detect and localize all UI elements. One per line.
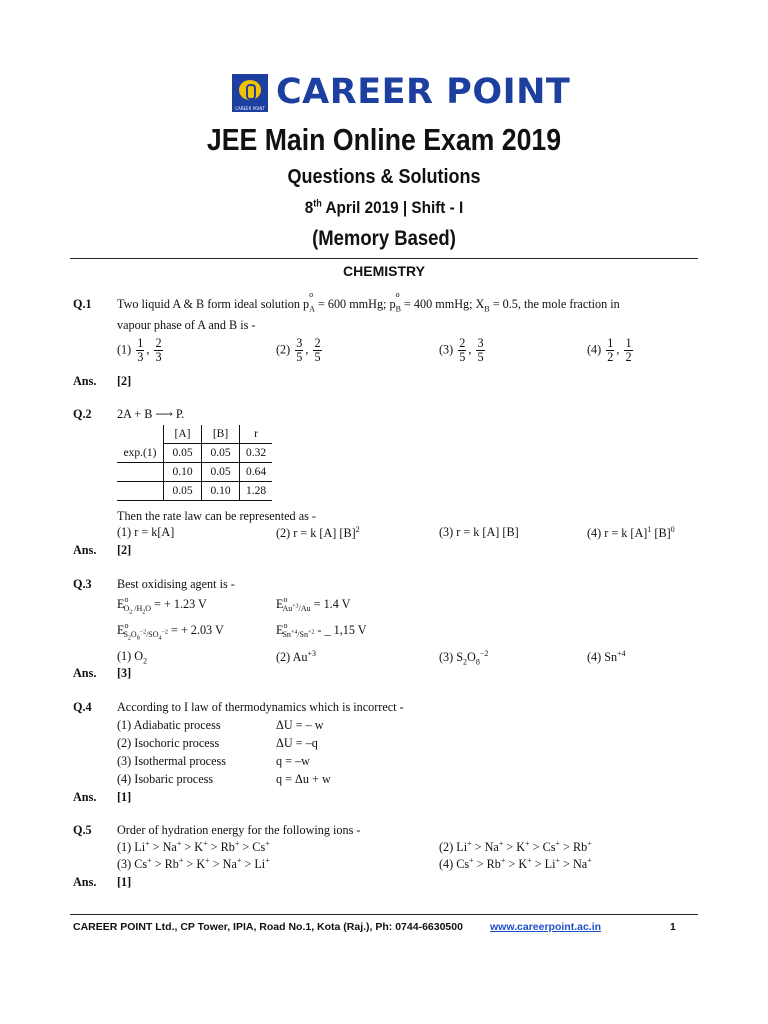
question-number: Q.2 xyxy=(73,407,92,421)
question-text: Best oxidising agent is - xyxy=(117,577,235,591)
rate-data-table: [A] [B] r exp.(1) 0.05 0.05 0.32 0.10 0.05 0.64 0.05 0.10 1.28 xyxy=(117,425,272,501)
option-3: (3) r = k [A] [B] xyxy=(439,525,519,539)
option-4: (4) $\frac{1}{2}$ , $\frac{1}{2}$ xyxy=(587,336,632,364)
option-1: (1) Li+ > Na+ > K+ > Rb+ > Cs+ xyxy=(117,839,270,855)
logo-wordmark: CAREER POINT xyxy=(276,72,571,112)
option-4-formula: q = Δu + w xyxy=(276,772,331,786)
subject-heading: CHEMISTRY xyxy=(343,263,425,279)
question-text: According to I law of thermodynamics which is incorrect - xyxy=(117,700,404,714)
option-3: (3) $\frac{2}{5}$ , $\frac{3}{5}$ xyxy=(439,336,484,364)
reaction-text: 2A + B ⟶ P. xyxy=(117,407,185,421)
option-2: (2) r = k [A] $[B]^2$ xyxy=(276,525,360,541)
option-1: (1) $O_2$ xyxy=(117,649,148,666)
option-1: (1) $\frac{1}{3}$ , $\frac{2}{3}$ xyxy=(117,336,162,364)
footer-address: CAREER POINT Ltd., CP Tower, IPIA, Road No.1, Kota (Raj.), Ph: 0744-6630500 xyxy=(73,921,463,933)
potential-sn: $E^o_{Sn^{+4}/Sn^{+2}}$ - _ 1,15 V xyxy=(276,621,367,640)
option-3: (3) Cs+ > Rb+ > K+ > Na+ > Li+ xyxy=(117,856,270,872)
option-1-formula: ΔU = – w xyxy=(276,718,324,732)
option-1: (1) r = k[A] xyxy=(117,525,175,539)
answer-value: [1] xyxy=(117,875,132,889)
answer-value: [2] xyxy=(117,374,132,388)
logo-seal-icon: CAREER POINT xyxy=(232,74,268,112)
answer-value: [2] xyxy=(117,543,132,557)
question-text: Two liquid A & B form ideal solution p o $_A$ = 600 mmHg; p o $_B$ = 400 mmHg; $X_B = 0.5$, the mole fraction in xyxy=(117,290,620,314)
answer-value: [1] xyxy=(117,790,132,804)
answer-label: Ans. xyxy=(73,875,97,889)
page-title: JEE Main Online Exam 2019 xyxy=(206,122,562,157)
memory-based-label: (Memory Based) xyxy=(312,227,456,250)
potential-au: $E^o_{Au^{+3}/Au} = 1.4$ V xyxy=(276,595,351,614)
question-number: Q.1 xyxy=(73,297,92,311)
option-4: (4) Cs+ > Rb+ > K+ > Li+ > Na+ xyxy=(439,856,592,872)
option-2: (2) $\frac{3}{5}$ , $\frac{2}{5}$ xyxy=(276,336,321,364)
option-4: (4) r = k $[A]^1$ $[B]^0$ xyxy=(587,525,675,541)
footer-website-link[interactable]: www.careerpoint.ac.in xyxy=(490,921,602,933)
option-2: (2) $Au^{+3}$ xyxy=(276,649,316,665)
option-1: (1) Adiabatic process xyxy=(117,718,221,732)
option-3: (3) Isothermal process xyxy=(117,754,226,768)
option-2-formula: ΔU = –q xyxy=(276,736,318,750)
question-text: vapour phase of A and B is - xyxy=(117,318,256,332)
page-number: 1 xyxy=(670,921,676,933)
question-number: Q.3 xyxy=(73,577,92,591)
career-point-logo xyxy=(232,72,571,114)
exam-date: 8th April 2019 | Shift - I xyxy=(304,198,464,217)
option-3: (3) $S_2O_8^{-2}$ xyxy=(439,649,489,667)
answer-label: Ans. xyxy=(73,666,97,680)
question-text: Then the rate law can be represented as - xyxy=(117,509,316,523)
potential-s2o8: $E^o_{S_2O_8^{-2}/SO_4^{-2}}$ = + 2.03 V xyxy=(117,621,224,643)
header-rule xyxy=(70,258,698,259)
answer-label: Ans. xyxy=(73,543,97,557)
answer-label: Ans. xyxy=(73,790,97,804)
option-4: (4) Isobaric process xyxy=(117,772,214,786)
question-number: Q.5 xyxy=(73,823,92,837)
question-text: Order of hydration energy for the following ions - xyxy=(117,823,361,837)
answer-label: Ans. xyxy=(73,374,97,388)
option-3-formula: q = –w xyxy=(276,754,310,768)
option-2: (2) Isochoric process xyxy=(117,736,220,750)
option-4: (4) $Sn^{+4}$ xyxy=(587,649,626,665)
page-subtitle: Questions & Solutions xyxy=(287,166,481,188)
option-2: (2) Li+ > Na+ > K+ > Cs+ > Rb+ xyxy=(439,839,592,855)
footer-rule xyxy=(70,914,698,915)
potential-o2: $E^o_{O_2 /H_2O}$ = + 1.23 V xyxy=(117,595,207,617)
answer-value: [3] xyxy=(117,666,132,680)
question-number: Q.4 xyxy=(73,700,92,714)
